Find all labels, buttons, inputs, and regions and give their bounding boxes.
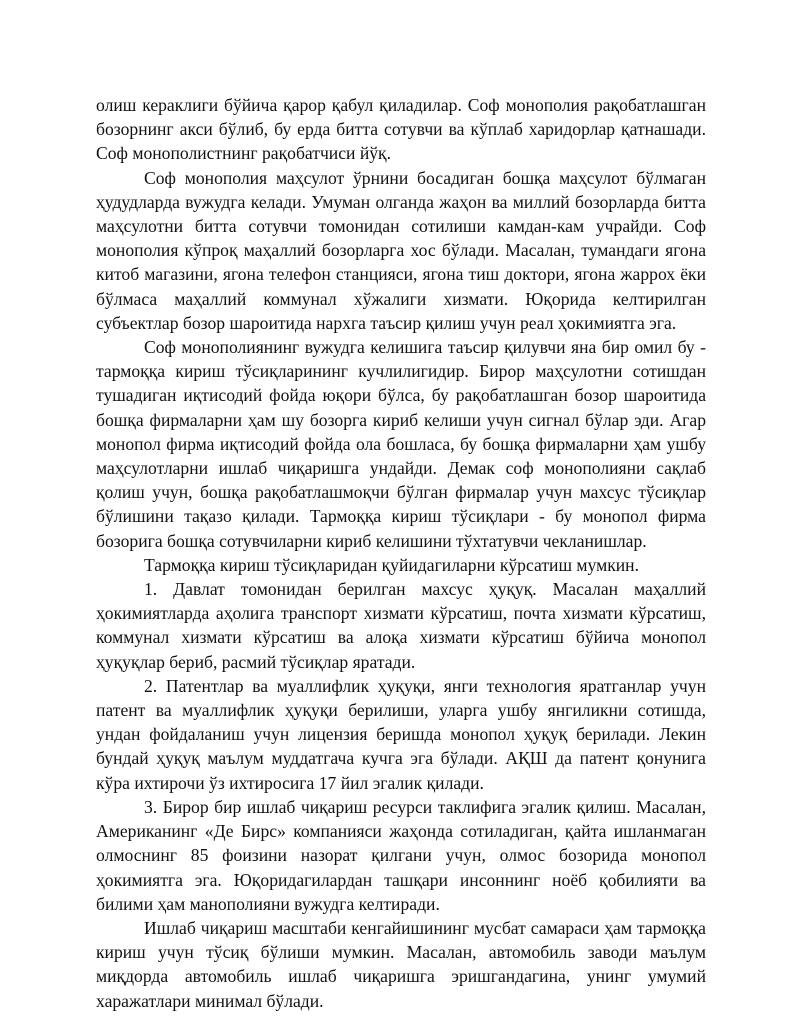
paragraph-3: Соф монополиянинг вужудга келишига таъсир қилувчи яна бир омил бу - тармоққа кириш тўсиқларининг кучлилигидир. Бирор маҳсулотни сотишдан тушадиган иқтисодий фойда юқори бўлса, бу рақобатлашган бозор шароитида бошқа фирмаларни ҳам шу бозорга кириб келиши учун сигнал бўлар эди. Агар монопол фирма иқтисодий фойда ола бошласа, бу бошқа фирмаларни ҳам ушбу маҳсулотларни ишлаб чиқаришга ундайди. Демак соф монополияни сақлаб қолиш учун, бошқа рақобатлашмоқчи бўлган фирмалар учун махсус тўсиқлар бўлишини тақазо қилади. Тармоққа кириш тўсиқлари - бу монопол фирма бозорига бошқа сотувчиларни кириб келишини тўхтатувчи чекланишлар. xyxy=(96,337,706,551)
document-page xyxy=(96,93,706,1013)
paragraph-4: Тармоққа кириш тўсиқларидан қуйидагиларни кўрсатиш мумкин. xyxy=(144,554,639,575)
list-item-1: 1. Давлат томонидан берилган махсус ҳуқуқ. Масалан маҳаллий ҳокимиятларда аҳолига транспорт хизмати кўрсатиш, почта хизмати кўрсатиш, коммунал хизмати кўрсатиш ва алоқа хизмати кўрсатиш бўйича монопол ҳуқуқлар бериб, расмий тўсиқлар яратади. xyxy=(96,579,706,672)
paragraph-2: Соф монополия маҳсулот ўрнини босадиган бошқа маҳсулот бўлмаган ҳудудларда вужудга келади. Умуман олганда жаҳон ва миллий бозорларда битта маҳсулотни битта сотувчи томонидан сотилиши камдан-кам учрайди. Соф монополия кўпроқ маҳаллий бозорларга хос бўлади. Масалан, тумандаги ягона китоб магазини, ягона телефон станцияси, ягона тиш доктори, ягона жаррох ёки бўлмаса маҳаллий коммунал хўжалиги хизмати. Юқорида келтирилган субъектлар бозор шароитида нархга таъсир қилиш учун реал ҳокимиятга эга. xyxy=(96,167,706,333)
paragraph-final: Ишлаб чиқариш масштаби кенгайишининг мусбат самараси ҳам тармоққа кириш учун тўсиқ бўлиши мумкин. Масалан, автомобиль заводи маълум миқдорда автомобиль ишлаб чиқаришга эришгандагина, унинг умумий харажатлари минимал бўлади. xyxy=(96,917,706,1011)
paragraph-1: олиш кераклиги бўйича қарор қабул қиладилар. Соф монополия рақобатлашган бозорнинг акси бўлиб, бу ерда битта сотувчи ва кўплаб харидорлар қатнашади. Соф монополистнинг рақобатчиси йўқ. xyxy=(96,95,706,164)
list-item-2: 2. Патентлар ва муаллифлик ҳуқуқи, янги технология яратганлар учун патент ва муаллифлик ҳуқуқи берилиши, уларга ушбу янгиликни сотишда, ундан фойдаланиш учун лицензия беришда монопол ҳуқуқ берилади. Лекин бундай ҳуқуқ маълум муддатгача кучга эга бўлади. АҚШ да патент қонунига кўра ихтирочи ўз ихтиросига 17 йил эгалик қилади. xyxy=(96,675,706,793)
list-item-3: 3. Бирор бир ишлаб чиқариш ресурси таклифига эгалик қилиш. Масалан, Американинг «Де Бирс» компанияси жаҳонда сотиладиган, қайта ишланмаган олмоснинг 85 фоизини назорат қилгани учун, олмос бозорида монопол ҳокимиятга эга. Юқоридагилардан ташқари инсоннинг ноёб қобилияти ва билими ҳам манополияни вужудга келтиради. xyxy=(96,796,706,914)
